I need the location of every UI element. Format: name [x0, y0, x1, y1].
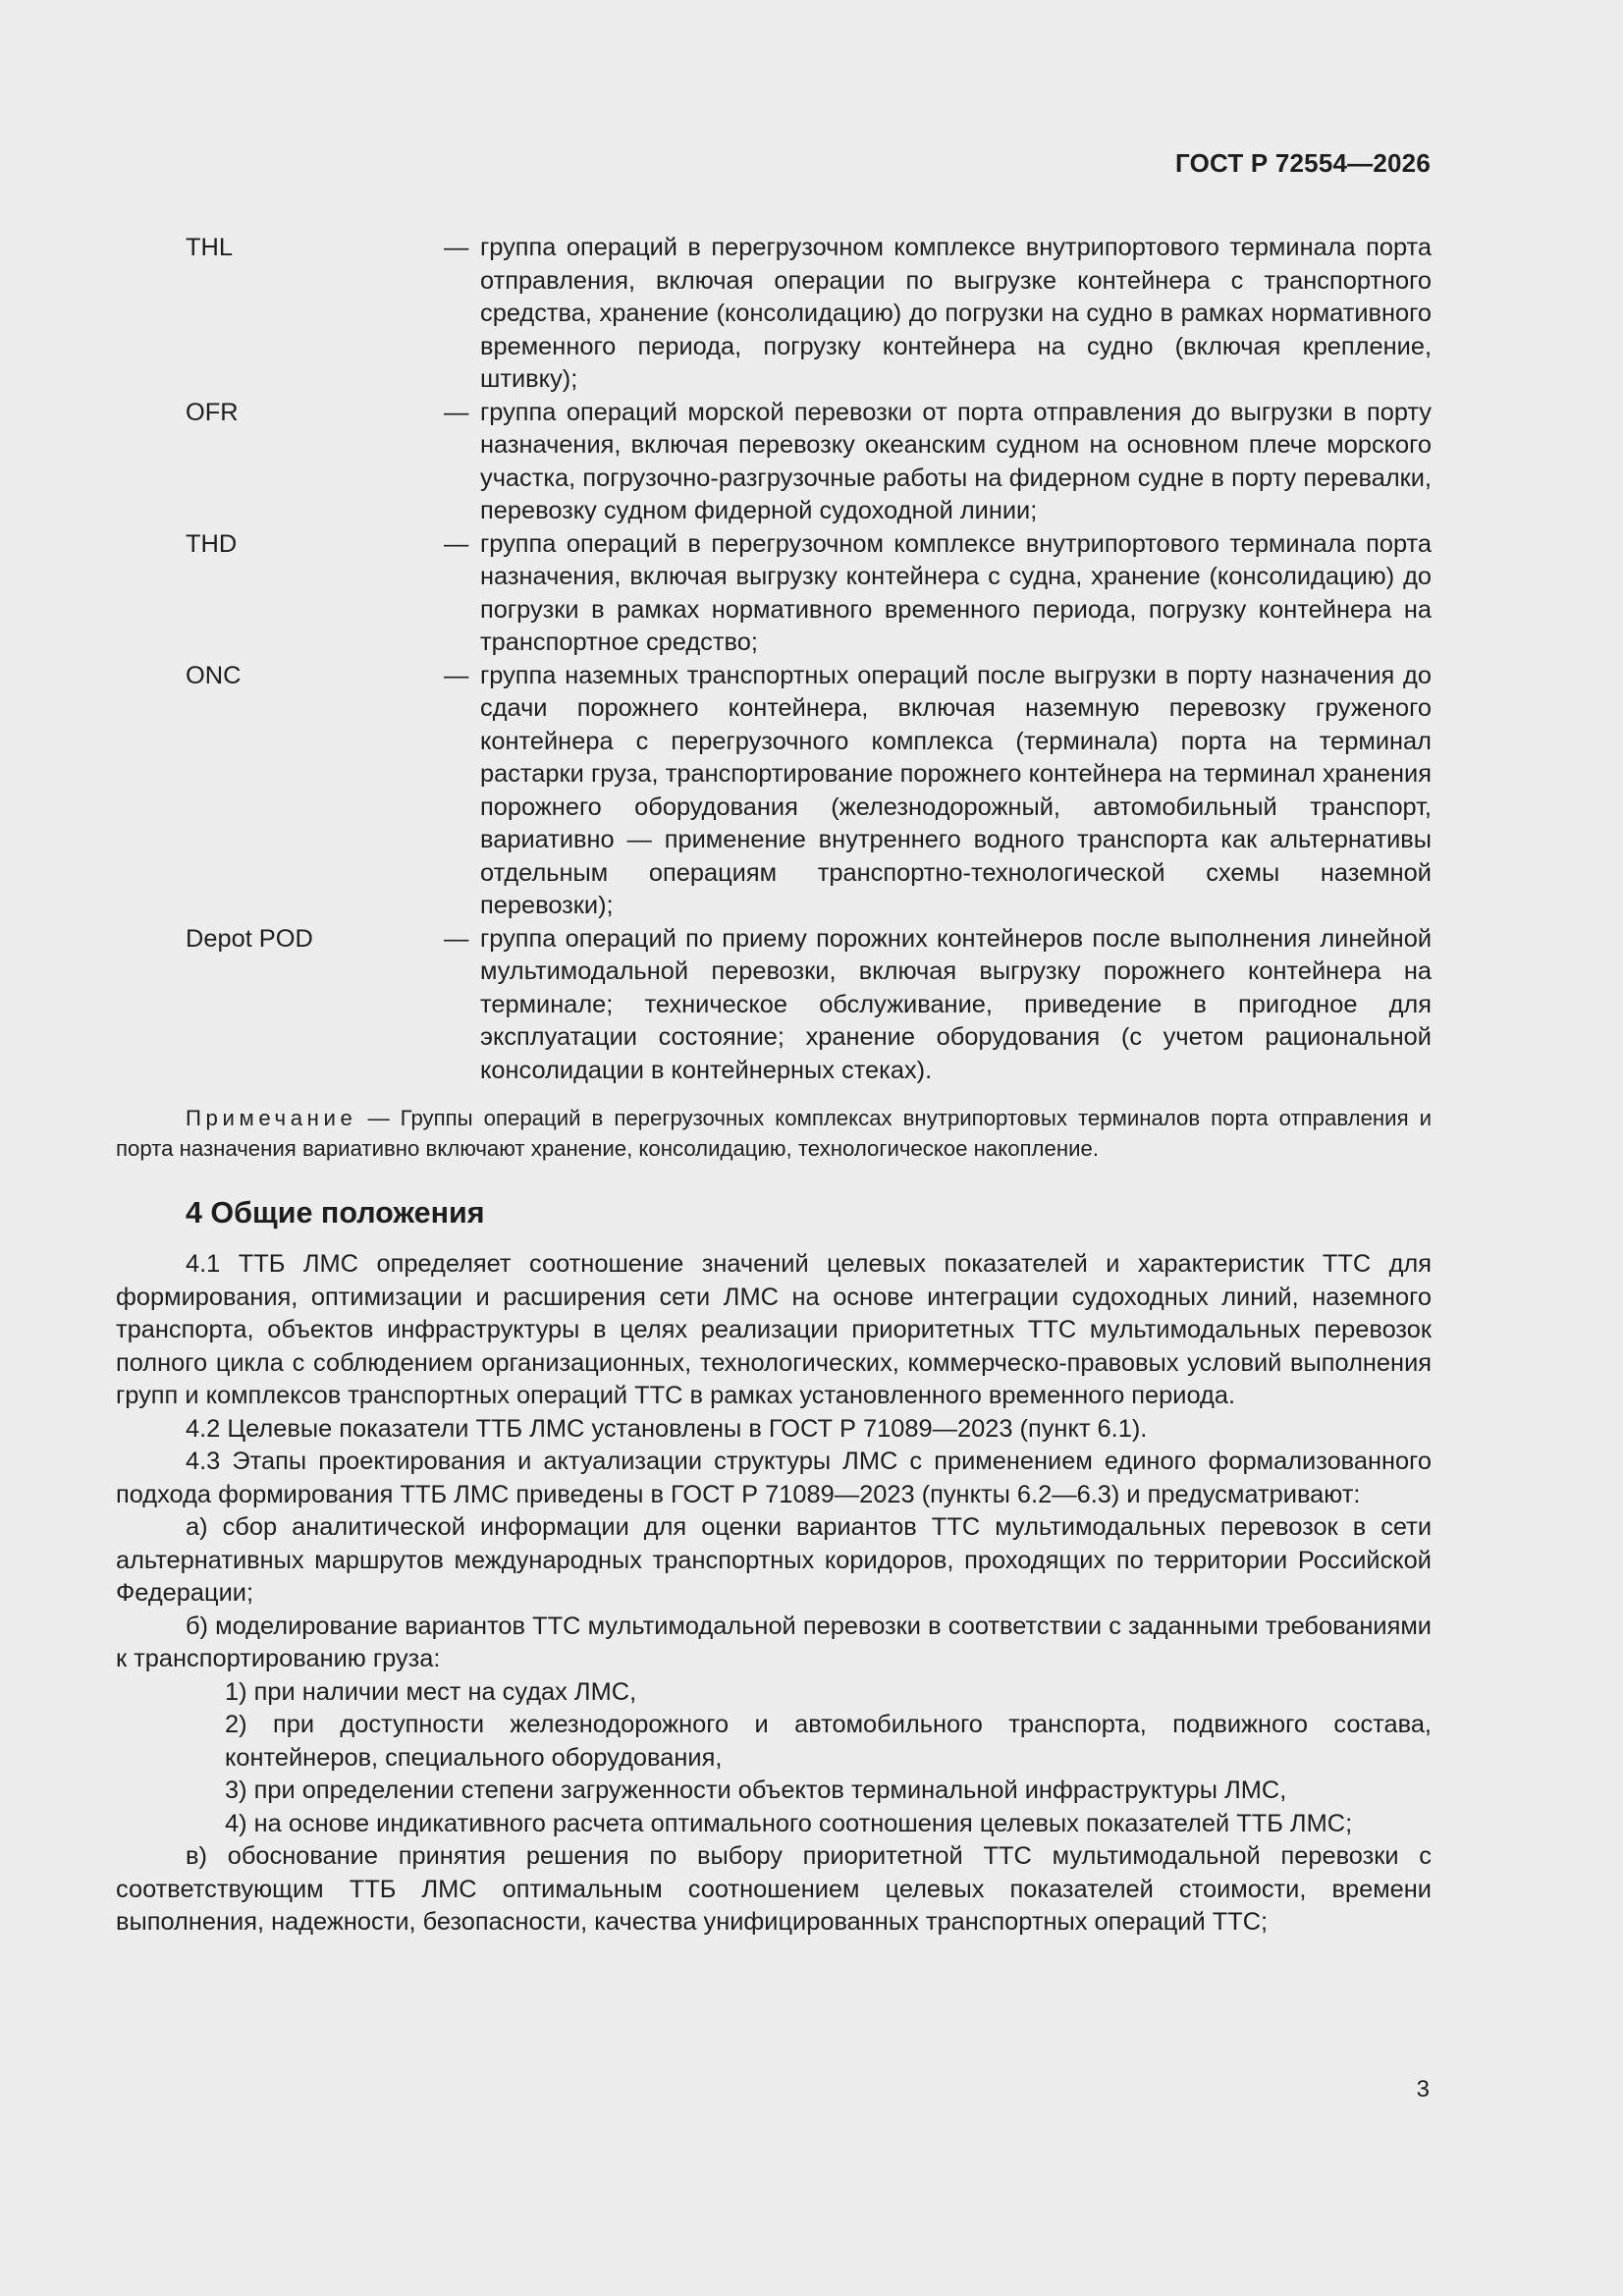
- definition-term: ONC: [186, 661, 242, 689]
- definition-item: [116, 397, 1432, 528]
- note-label: Примечание: [186, 1106, 357, 1130]
- definition-dash: —: [444, 924, 469, 953]
- definition-term: Depot POD: [186, 924, 313, 953]
- definition-text: группа операций в перегрузочном комплексе внутрипортового терминала порта отправления, включая операции по выгрузке контейнера с транспортного средства, хранение (консолидацию) до погрузки на судно в рамках нормативного временного периода, погрузку контейнера на судно (включая крепление, штивку);: [480, 234, 1432, 393]
- sublist-item-4: 4) на основе индикативного расчета оптимального соотношения целевых показателей ТТБ ЛМС;: [225, 1809, 1353, 1837]
- definition-text: группа операций в перегрузочном комплексе внутрипортового терминала порта назначения, включая выгрузку контейнера с судна, хранение (консолидацию) до погрузки в рамках нормативного временного периода, погрузку контейнера на транспортное средство;: [480, 529, 1432, 656]
- definition-dash: —: [444, 661, 469, 689]
- paragraph-4-1: 4.1 ТТБ ЛМС определяет соотношение значений целевых показателей и характеристик ТТС для формирования, оптимизации и расширения сети ЛМС на основе интеграции судоходных линий, наземного транспорта, объектов инфраструктуры в целях реализации приоритетных ТТС мультимодальных перевозок полного цикла с соблюдением организационных, технологических, коммерческо-правовых условий выполнения групп и комплексов транспортных операций ТТС в рамках установленного временного периода.: [116, 1250, 1432, 1409]
- page-number: 3: [1416, 2076, 1430, 2103]
- definition-dash: —: [444, 234, 469, 261]
- page-content: [116, 232, 1432, 1940]
- definition-term: THD: [186, 529, 238, 558]
- definition-text: группа операций морской перевозки от порта отправления до выгрузки в порту назначения, включая перевозку океанским судном на основном плече морского участка, погрузочно-разгрузочные работы на фидерном судне в порту перевалки, перевозку судном фидерной судоходной линии;: [480, 398, 1432, 524]
- list-item-v: в) обоснование принятия решения по выбору приоритетной ТТС мультимодальной перевозки с соответствующим ТТБ ЛМС оптимальным соотношением целевых показателей стоимости, времени выполнения, надежности, безопасности, качества унифицированных транспортных операций ТТС;: [116, 1842, 1432, 1936]
- sublist-item-1: 1) при наличии мест на судах ЛМС,: [225, 1677, 637, 1706]
- note-paragraph: [116, 1103, 1432, 1164]
- document-code: ГОСТ Р 72554—2026: [1175, 148, 1431, 178]
- definition-item: [116, 232, 1432, 397]
- paragraph-4-2: 4.2 Целевые показатели ТТБ ЛМС установлены в ГОСТ Р 71089—2023 (пункт 6.1).: [186, 1414, 1148, 1443]
- sublist-item-2: 2) при доступности железнодорожного и автомобильного транспорта, подвижного состава, контейнеров, специального оборудования,: [225, 1711, 1432, 1772]
- definition-item: [116, 660, 1432, 923]
- section-heading: 4 Общие положения: [186, 1196, 485, 1230]
- definition-item: [116, 923, 1432, 1088]
- definition-item: [116, 528, 1432, 660]
- list-item-b: б) моделирование вариантов ТТС мультимодальной перевозки в соответствии с заданными требованиями к транспортированию груза:: [116, 1612, 1432, 1672]
- definition-dash: —: [444, 398, 469, 426]
- list-item-a: а) сбор аналитической информации для оценки вариантов ТТС мультимодальных перевозок в сети альтернативных маршрутов международных транспортных коридоров, проходящих по территории Российской Федерации;: [116, 1513, 1432, 1607]
- paragraph-4-3: 4.3 Этапы проектирования и актуализации структуры ЛМС с применением единого формализованного подхода формирования ТТБ ЛМС приведены в ГОСТ Р 71089—2023 (пункты 6.2—6.3) и предусматривают:: [116, 1448, 1432, 1508]
- definition-term: OFR: [186, 398, 239, 426]
- definition-term: THL: [186, 234, 233, 261]
- definitions-list: [116, 232, 1432, 1087]
- definition-dash: —: [444, 529, 469, 558]
- sublist-item-3: 3) при определении степени загруженности объектов терминальной инфраструктуры ЛМС,: [225, 1777, 1287, 1804]
- definition-text: группа наземных транспортных операций после выгрузки в порту назначения до сдачи порожнего контейнера, включая наземную перевозку груженого контейнера с перегрузочного комплекса (терминала) порта на терминал растарки груза, транспортирование порожнего контейнера на терминал хранения порожнего оборудования (железнодорожный, автомобильный транспорт, вариативно — применение внутреннего водного транспорта как альтернативы отдельным операциям транспортно-технологической схемы наземной перевозки);: [480, 661, 1432, 919]
- note-text: — Группы операций в перегрузочных комплексах внутрипортовых терминалов порта отправления и порта назначения вариативно включают хранение, консолидацию, технологическое накопление.: [116, 1106, 1432, 1161]
- definition-text: группа операций по приему порожних контейнеров после выполнения линейной мультимодальной перевозки, включая выгрузку порожнего контейнера на терминале; техническое обслуживание, приведение в пригодное для эксплуатации состояние; хранение оборудования (с учетом рациональной консолидации в контейнерных стеках).: [480, 924, 1432, 1084]
